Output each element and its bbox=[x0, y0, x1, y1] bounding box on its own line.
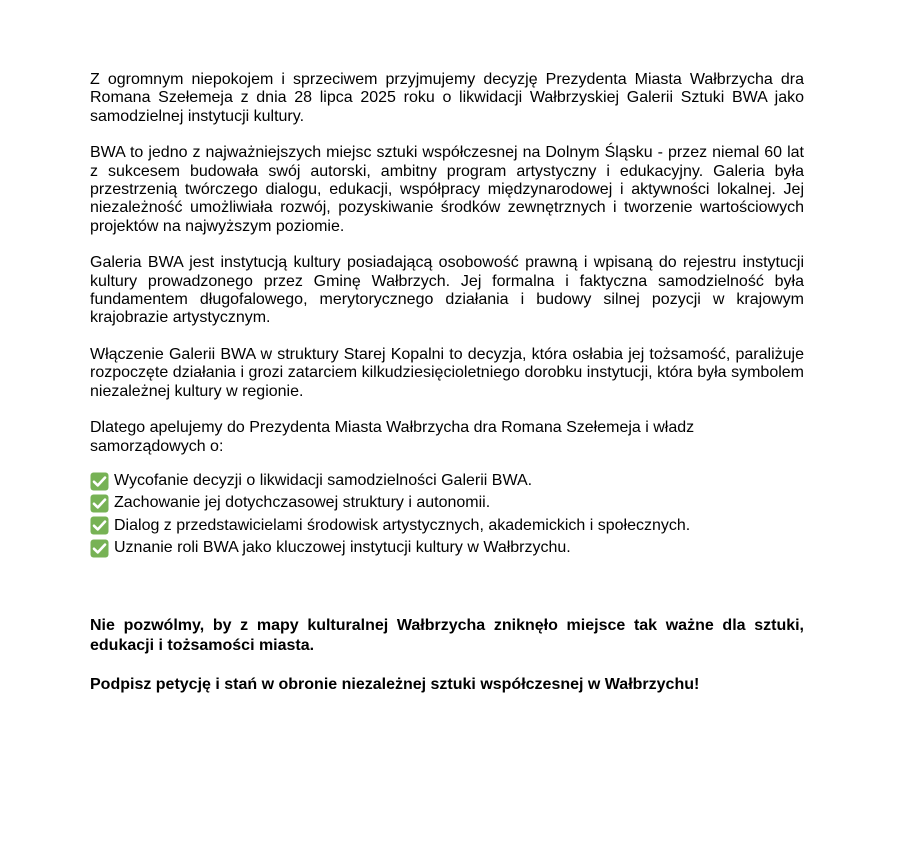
paragraph-bwa-history: BWA to jedno z najważniejszych miejsc sztuki współczesnej na Dolnym Śląsku - przez niemal 60 lat z sukcesem budowała swój autorski, ambitny program artystyczny i edukacyjny. Galeria była przestrzenią twórczego dialogu, edukacji, współpracy międzynarodowej i aktywności lokalnej. Jej niezależność umożliwiała rozwój, pozyskiwanie środków zewnętrznych i tworzenie wartościowych projektów na najwyższym poziomie. bbox=[90, 144, 804, 235]
list-item bbox=[90, 537, 804, 559]
closing-statement: Nie pozwólmy, by z mapy kulturalnej Wałbrzycha zniknęło miejsce tak ważne dla sztuki, edukacji i tożsamości miasta. bbox=[90, 617, 804, 655]
check-mark-button-icon bbox=[90, 516, 109, 535]
demand-text: Wycofanie decyzji o likwidacji samodzielności Galerii BWA. bbox=[114, 471, 533, 489]
check-mark-button-icon bbox=[90, 472, 109, 491]
list-item bbox=[90, 492, 804, 514]
paragraph-merger: Włączenie Galerii BWA w struktury Starej Kopalni to decyzja, która osłabia jej tożsamość, paraliżuje rozpoczęte działania i grozi zatarciem kilkudziesięcioletniego dorobku instytucji, która była symbolem niezależnej kultury w regionie. bbox=[90, 345, 804, 400]
paragraph-legal-status: Galeria BWA jest instytucją kultury posiadającą osobowość prawną i wpisaną do rejestru instytucji kultury prowadzonego przez Gminę Wałbrzych. Jej formalna i faktyczna samodzielność była fundamentem długofalowego, merytorycznego działania i budowy silnej pozycji w krajowym krajobrazie artystycznym. bbox=[90, 254, 804, 327]
call-to-action: Podpisz petycję i stań w obronie niezależnej sztuki współczesnej w Wałbrzychu! bbox=[90, 676, 700, 694]
petition-document bbox=[90, 71, 804, 695]
list-item bbox=[90, 515, 804, 537]
check-mark-button-icon bbox=[90, 539, 109, 558]
list-item bbox=[90, 470, 804, 492]
paragraph-appeal: Dlatego apelujemy do Prezydenta Miasta Wałbrzycha dra Romana Szełemeja i władz samorządowych o: bbox=[90, 419, 695, 455]
demand-text: Uznanie roli BWA jako kluczowej instytucji kultury w Wałbrzychu. bbox=[114, 539, 571, 557]
check-mark-button-icon bbox=[90, 494, 109, 513]
demand-text: Zachowanie jej dotychczasowej struktury i autonomii. bbox=[114, 494, 491, 512]
demands-list bbox=[90, 470, 804, 560]
paragraph-intro: Z ogromnym niepokojem i sprzeciwem przyjmujemy decyzję Prezydenta Miasta Wałbrzycha dra Romana Szełemeja z dnia 28 lipca 2025 roku o likwidacji Wałbrzyskiej Galerii Sztuki BWA jako samodzielnej instytucji kultury. bbox=[90, 71, 804, 125]
demand-text: Dialog z przedstawicielami środowisk artystycznych, akademickich i społecznych. bbox=[114, 516, 691, 534]
